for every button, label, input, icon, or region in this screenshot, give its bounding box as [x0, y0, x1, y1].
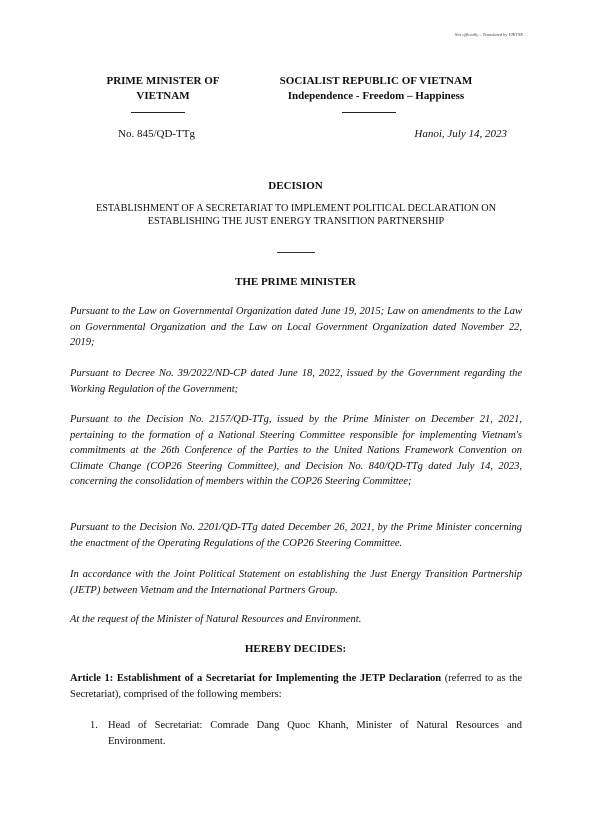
preamble-paragraph: Pursuant to the Law on Governmental Organization dated June 19, 2015; Law on amendments to the Law on Governmental Organization and the Law on Local Government Organization dated November 22, 2019;: [70, 306, 522, 349]
preamble-paragraph: In accordance with the Joint Political Statement on establishing the Just Energy Transition Partnership (JETP) between Vietnam and the International Partners Group.: [70, 569, 522, 596]
national-title: [250, 74, 502, 104]
title-divider: [277, 252, 315, 253]
header-left-divider: [131, 112, 185, 113]
subtitle-line1: ESTABLISHMENT OF A SECRETARIAT TO IMPLEMENT POLITICAL DECLARATION ON: [95, 203, 497, 214]
list-item-text: Head of Secretariat: Comrade Dang Quoc Khanh, Minister of Natural Resources and Environment.: [108, 720, 522, 747]
header-right-divider: [342, 112, 396, 113]
list-item: [70, 718, 522, 750]
subtitle-line2: ESTABLISHING THE JUST ENERGY TRANSITION PARTNERSHIP: [147, 216, 445, 227]
preamble-paragraph: Pursuant to Decree No. 39/2022/ND-CP dated June 18, 2022, issued by the Government regarding the Working Regulation of the Government;: [70, 368, 522, 395]
national-motto: Independence - Freedom – Happiness: [287, 90, 465, 102]
article-1-title: Article 1: Establishment of a Secretariat for Implementing the JETP Declaration: [70, 673, 442, 684]
member-list: [70, 718, 522, 750]
article-1: [70, 671, 522, 703]
issuing-authority-line2: VIETNAM: [136, 90, 190, 102]
list-item-number: 1.: [90, 720, 98, 731]
document-subtitle: [70, 202, 522, 228]
document-date: Hanoi, July 14, 2023: [414, 128, 507, 140]
country-name: SOCIALIST REPUBLIC OF VIETNAM: [279, 75, 473, 87]
decides-heading: HEREBY DECIDES:: [244, 643, 347, 655]
preamble-paragraph: At the request of the Minister of Natural Resources and Environment.: [70, 614, 362, 625]
issuing-authority-line1: PRIME MINISTER OF: [106, 75, 220, 87]
article-1-text: (referred to as the Secretariat), comprised of the following members:: [70, 673, 522, 700]
document-title: DECISION: [268, 180, 323, 192]
authority-heading: THE PRIME MINISTER: [234, 276, 357, 288]
preamble-paragraph: Pursuant to the Decision No. 2157/QD-TTg, issued by the Prime Minister on December 21, 2021, pertaining to the formation of a National Steering Committee responsible for implementing Vietnam's commitments at the 26th Conference of the Parties to the United Nations Framework Convention on Climate Change (COP26 Steering Committee), and Decision No. 840/QD-TTg dated July 14, 2023, concerning the consolidation of members within the COP26 Steering Committee;: [70, 414, 522, 488]
document-number: No. 845/QD-TTg: [118, 128, 195, 140]
issuing-authority: [78, 74, 248, 104]
preamble-paragraph: Pursuant to the Decision No. 2201/QD-TTg dated December 26, 2021, by the Prime Minister concerning the enactment of the Operating Regulations of the COP26 Steering Committee.: [70, 522, 522, 549]
translation-note: Not officially – Translated by VIETSE: [454, 32, 523, 37]
